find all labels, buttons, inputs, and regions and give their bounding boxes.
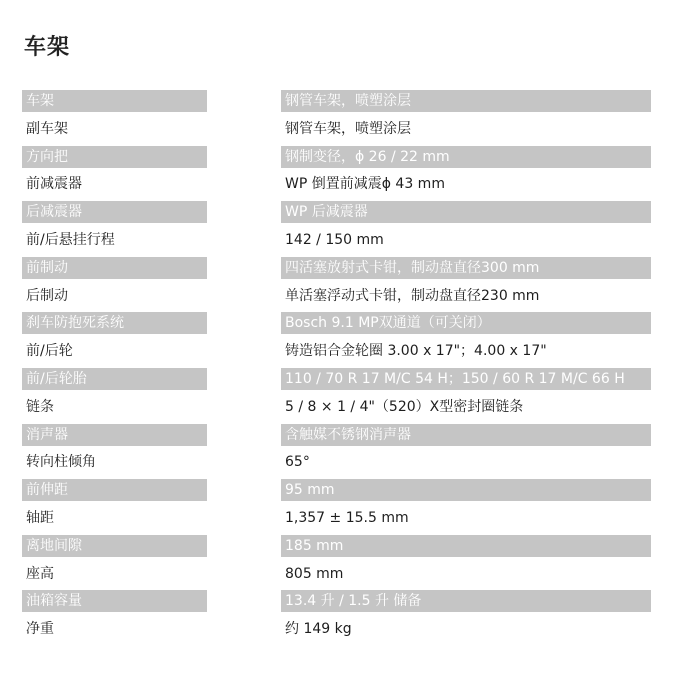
spec-value: 805 mm <box>285 565 344 582</box>
spec-row <box>22 118 652 146</box>
spec-label: 前减震器 <box>26 176 82 193</box>
spec-label: 后制动 <box>26 287 68 304</box>
spec-row <box>22 424 652 452</box>
spec-row <box>22 173 652 201</box>
spec-label: 前伸距 <box>22 479 207 501</box>
spec-value: 110 / 70 R 17 M/C 54 H；150 / 60 R 17 M/C 66 H <box>281 368 651 390</box>
spec-label: 离地间隙 <box>22 535 207 557</box>
spec-row <box>22 368 652 396</box>
spec-label: 消声器 <box>22 424 207 446</box>
spec-label: 后减震器 <box>22 201 207 223</box>
spec-value: 95 mm <box>281 479 651 501</box>
spec-value: 单活塞浮动式卡钳，制动盘直径230 mm <box>285 287 540 304</box>
spec-label: 副车架 <box>26 120 68 137</box>
spec-row <box>22 563 652 591</box>
spec-value: Bosch 9.1 MP双通道（可关闭） <box>281 312 651 334</box>
spec-label: 轴距 <box>26 509 54 526</box>
spec-value: 65° <box>285 454 310 471</box>
spec-row <box>22 285 652 313</box>
spec-value: 185 mm <box>281 535 651 557</box>
spec-label: 前/后轮 <box>26 343 73 360</box>
spec-row <box>22 146 652 174</box>
spec-label: 前/后悬挂行程 <box>26 231 115 248</box>
spec-value: 1,357 ± 15.5 mm <box>285 509 409 526</box>
spec-row <box>22 229 652 257</box>
spec-row <box>22 535 652 563</box>
spec-row <box>22 396 652 424</box>
spec-label: 刹车防抱死系统 <box>22 312 207 334</box>
spec-value: 四活塞放射式卡钳，制动盘直径300 mm <box>281 257 651 279</box>
spec-value: 5 / 8 × 1 / 4"（520）X型密封圈链条 <box>285 398 524 415</box>
page-title: 车架 <box>24 35 71 60</box>
spec-row <box>22 618 652 646</box>
spec-row <box>22 451 652 479</box>
spec-value: 13.4 升 / 1.5 升 储备 <box>281 590 651 612</box>
spec-value: 142 / 150 mm <box>285 231 384 248</box>
spec-row <box>22 201 652 229</box>
spec-value: 含触媒不锈钢消声器 <box>281 424 651 446</box>
spec-label: 座高 <box>26 565 54 582</box>
spec-row <box>22 479 652 507</box>
spec-row <box>22 507 652 535</box>
spec-table <box>22 90 652 646</box>
spec-label: 转向柱倾角 <box>26 454 96 471</box>
spec-value: 钢制变径，ϕ 26 / 22 mm <box>281 146 651 168</box>
spec-row <box>22 340 652 368</box>
spec-row <box>22 90 652 118</box>
spec-label: 前制动 <box>22 257 207 279</box>
spec-value: 约 149 kg <box>285 621 352 638</box>
spec-value: 铸造铝合金轮圈 3.00 x 17"；4.00 x 17" <box>285 343 547 360</box>
spec-value: 钢管车架，喷塑涂层 <box>281 90 651 112</box>
spec-value: WP 后减震器 <box>281 201 651 223</box>
spec-row <box>22 312 652 340</box>
spec-label: 链条 <box>26 398 54 415</box>
spec-label: 前/后轮胎 <box>22 368 207 390</box>
spec-row <box>22 590 652 618</box>
spec-value: 钢管车架，喷塑涂层 <box>285 120 411 137</box>
spec-value: WP 倒置前减震ϕ 43 mm <box>285 176 445 193</box>
spec-label: 车架 <box>22 90 207 112</box>
spec-label: 方向把 <box>22 146 207 168</box>
spec-label: 净重 <box>26 621 54 638</box>
spec-row <box>22 257 652 285</box>
spec-label: 油箱容量 <box>22 590 207 612</box>
